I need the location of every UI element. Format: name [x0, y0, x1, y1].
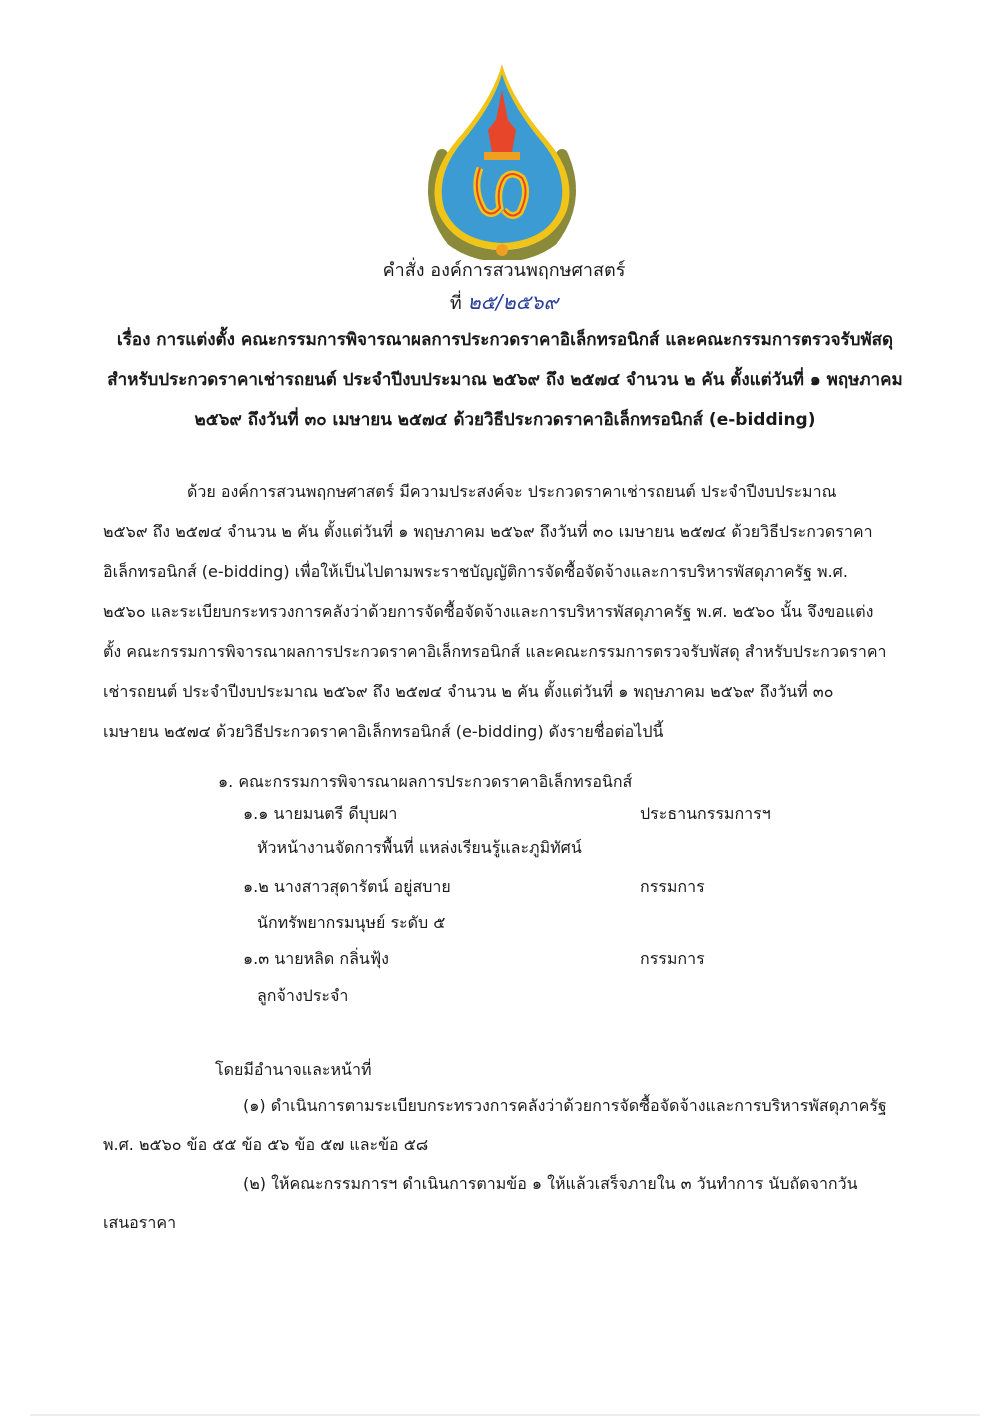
member-name: ๑.๓ นายหลิด กลิ่นฟุ้ง: [243, 949, 389, 968]
subject-line: ๒๕๖๙ ถึงวันที่ ๓๐ เมษายน ๒๕๗๔ ด้วยวิธีประกวดราคาอิเล็กทรอนิกส์ (e-bidding): [194, 410, 816, 430]
committee-heading: ๑. คณะกรรมการพิจารณาผลการประกวดราคาอิเล็กทรอนิกส์: [218, 772, 633, 791]
duty-item-continued: เสนอราคา: [103, 1213, 177, 1232]
duty-item: (๒) ให้คณะกรรมการฯ ดำเนินการตามข้อ ๑ ให้แล้วเสร็จภายใน ๓ วันทำการ นับถัดจากวัน: [243, 1174, 858, 1193]
member-position: ลูกจ้างประจำ: [257, 986, 349, 1005]
member-name: ๑.๒ นางสาวสุดารัตน์ อยู่สบาย: [243, 877, 451, 896]
order-title: คำสั่ง องค์การสวนพฤกษศาสตร์: [382, 260, 626, 281]
member-role: กรรมการ: [640, 877, 705, 896]
subject-block: [90, 320, 920, 440]
body-paragraph: [103, 472, 903, 752]
duties-heading: โดยมีอำนาจและหน้าที่: [215, 1060, 372, 1079]
body-line: ๒๕๖๙ ถึง ๒๕๗๔ จำนวน ๒ คัน ตั้งแต่วันที่ ๑ พฤษภาคม ๒๕๖๙ ถึงวันที่ ๓๐ เมษายน ๒๕๗๔ ด้วยวิธีประกวดราคา: [103, 522, 873, 541]
member-role: ประธานกรรมการฯ: [640, 804, 771, 823]
order-number-line: [0, 286, 1008, 318]
subject-line: เรื่อง การแต่งตั้ง คณะกรรมการพิจารณาผลการประกวดราคาอิเล็กทรอนิกส์ และคณะกรรมการตรวจรับพัสดุ: [116, 330, 894, 350]
duty-item-continued: พ.ศ. ๒๕๖๐ ข้อ ๕๕ ข้อ ๕๖ ข้อ ๕๗ และข้อ ๕๘: [103, 1135, 429, 1154]
body-line: อิเล็กทรอนิกส์ (e-bidding) เพื่อให้เป็นไปตามพระราชบัญญัติการจัดซื้อจัดจ้างและการบริหารพัสดุภาครัฐ พ.ศ.: [103, 562, 848, 581]
member-name: ๑.๑ นายมนตรี ดีบุบผา: [243, 804, 398, 823]
scan-edge-line: [30, 1414, 980, 1416]
body-line: ด้วย องค์การสวนพฤกษศาสตร์ มีความประสงค์จะ ประกวดราคาเช่ารถยนต์ ประจำปีงบประมาณ: [187, 482, 837, 501]
order-number: ๒๕/๒๕๖๙: [467, 290, 559, 314]
body-line: เช่ารถยนต์ ประจำปีงบประมาณ ๒๕๖๙ ถึง ๒๕๗๔ จำนวน ๒ คัน ตั้งแต่วันที่ ๑ พฤษภาคม ๒๕๖๙ ถึงวันที่ ๓๐: [103, 682, 834, 701]
body-line: เมษายน ๒๕๗๔ ด้วยวิธีประกวดราคาอิเล็กทรอนิกส์ (e-bidding) ดังรายชื่อต่อไปนี้: [103, 722, 664, 741]
body-line: ตั้ง คณะกรรมการพิจารณาผลการประกวดราคาอิเล็กทรอนิกส์ และคณะกรรมการตรวจรับพัสดุ สำหรับประกวดราคา: [103, 642, 887, 661]
member-role: กรรมการ: [640, 949, 705, 968]
order-number-label: ที่: [449, 293, 462, 314]
duty-item: (๑) ดำเนินการตามระเบียบกระทรวงการคลังว่าด้วยการจัดซื้อจัดจ้างและการบริหารพัสดุภาครัฐ: [243, 1096, 887, 1115]
member-position: หัวหน้างานจัดการพื้นที่ แหล่งเรียนรู้และภูมิทัศน์: [257, 838, 582, 857]
subject-line: สำหรับประกวดราคาเช่ารถยนต์ ประจำปีงบประมาณ ๒๕๖๙ ถึง ๒๕๗๔ จำนวน ๒ คัน ตั้งแต่วันที่ ๑ พฤษภาคม: [107, 370, 903, 390]
organization-seal-logo: [412, 60, 592, 260]
body-line: ๒๕๖๐ และระเบียบกระทรวงการคลังว่าด้วยการจัดซื้อจัดจ้างและการบริหารพัสดุภาครัฐ พ.ศ. ๒๕๖๐ นั้น จึงขอแต่ง: [103, 602, 874, 621]
member-position: นักทรัพยากรมนุษย์ ระดับ ๕: [257, 913, 446, 932]
